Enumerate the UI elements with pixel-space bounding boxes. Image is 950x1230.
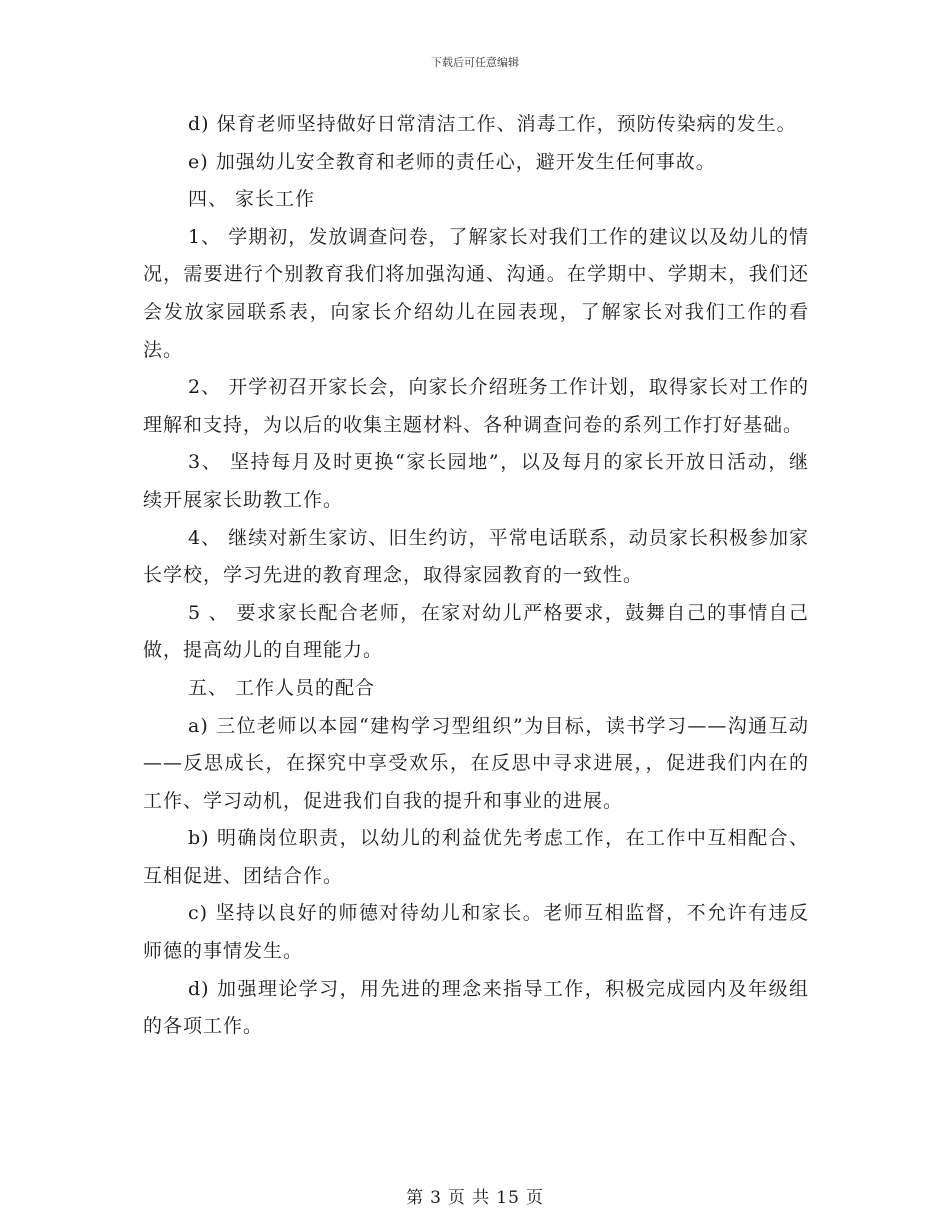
paragraph-d-cleaning: d) 保育老师坚持做好日常清洁工作、消毒工作，预防传染病的发生。 [188,113,797,135]
paragraph-2-parent-meeting: 2、 开学初召开家长会，向家长介绍班务工作计划，取得家长对工作的理解和支持，为以后的收集主题材料、各种调查问卷的系列工作打好基础。 [143,376,809,436]
section-heading-staff-cooperation: 五、 工作人员的配合 [188,676,376,699]
footer-total-pages: 15 [496,1188,520,1208]
section-heading-parent-work: 四、 家长工作 [188,188,316,211]
page-header: 下载后可任意编辑 [431,56,519,69]
document-body [143,106,809,1046]
paragraph-e-safety: e) 加强幼儿安全教育和老师的责任心，避开发生任何事故。 [188,150,716,173]
footer-mid: 页 共 [447,1188,491,1208]
paragraph-c-ethics: c) 坚持以良好的师德对待幼儿和家长。老师互相监督，不允许有违反师德的事情发生。 [143,902,809,963]
page-footer [0,1183,950,1208]
paragraph-1-questionnaire: 1、 学期初，发放调查问卷，了解家长对我们工作的建议以及幼儿的情况，需要进行个别教育我们将加强沟通、沟通。在学期中、学期末，我们还会发放家园联系表，向家长介绍幼儿在园表现，了解家长对我们工作的看法。 [143,225,809,361]
footer-page-number: 3 [430,1188,442,1208]
footer-suffix: 页 [525,1188,544,1208]
paragraph-5-self-care: 5 、 要求家长配合老师，在家对幼儿严格要求，鼓舞自己的事情自己做，提高幼儿的自理能力。 [143,601,809,662]
footer-prefix: 第 [406,1188,425,1208]
paragraph-a-learning-org: a) 三位老师以本园“建构学习型组织”为目标，读书学习——沟通互动——反思成长，在探究中享受欢乐，在反思中寻求进展，，促进我们内在的工作、学习动机，促进我们自我的提升和事业的进展。 [143,714,809,812]
paragraph-4-home-visits: 4、 继续对新生家访、旧生约访，平常电话联系，动员家长积极参加家长学校，学习先进的教育理念，取得家园教育的一致性。 [143,526,809,587]
paragraph-3-parent-garden: 3、 坚持每月及时更换“家长园地”，以及每月的家长开放日活动，继续开展家长助教工作。 [143,451,809,511]
paragraph-b-responsibilities: b) 明确岗位职责，以幼儿的利益优先考虑工作，在工作中互相配合、互相促进、团结合作。 [143,827,809,887]
paragraph-d-theory: d) 加强理论学习，用先进的理念来指导工作，积极完成园内及年级组的各项工作。 [143,977,809,1038]
